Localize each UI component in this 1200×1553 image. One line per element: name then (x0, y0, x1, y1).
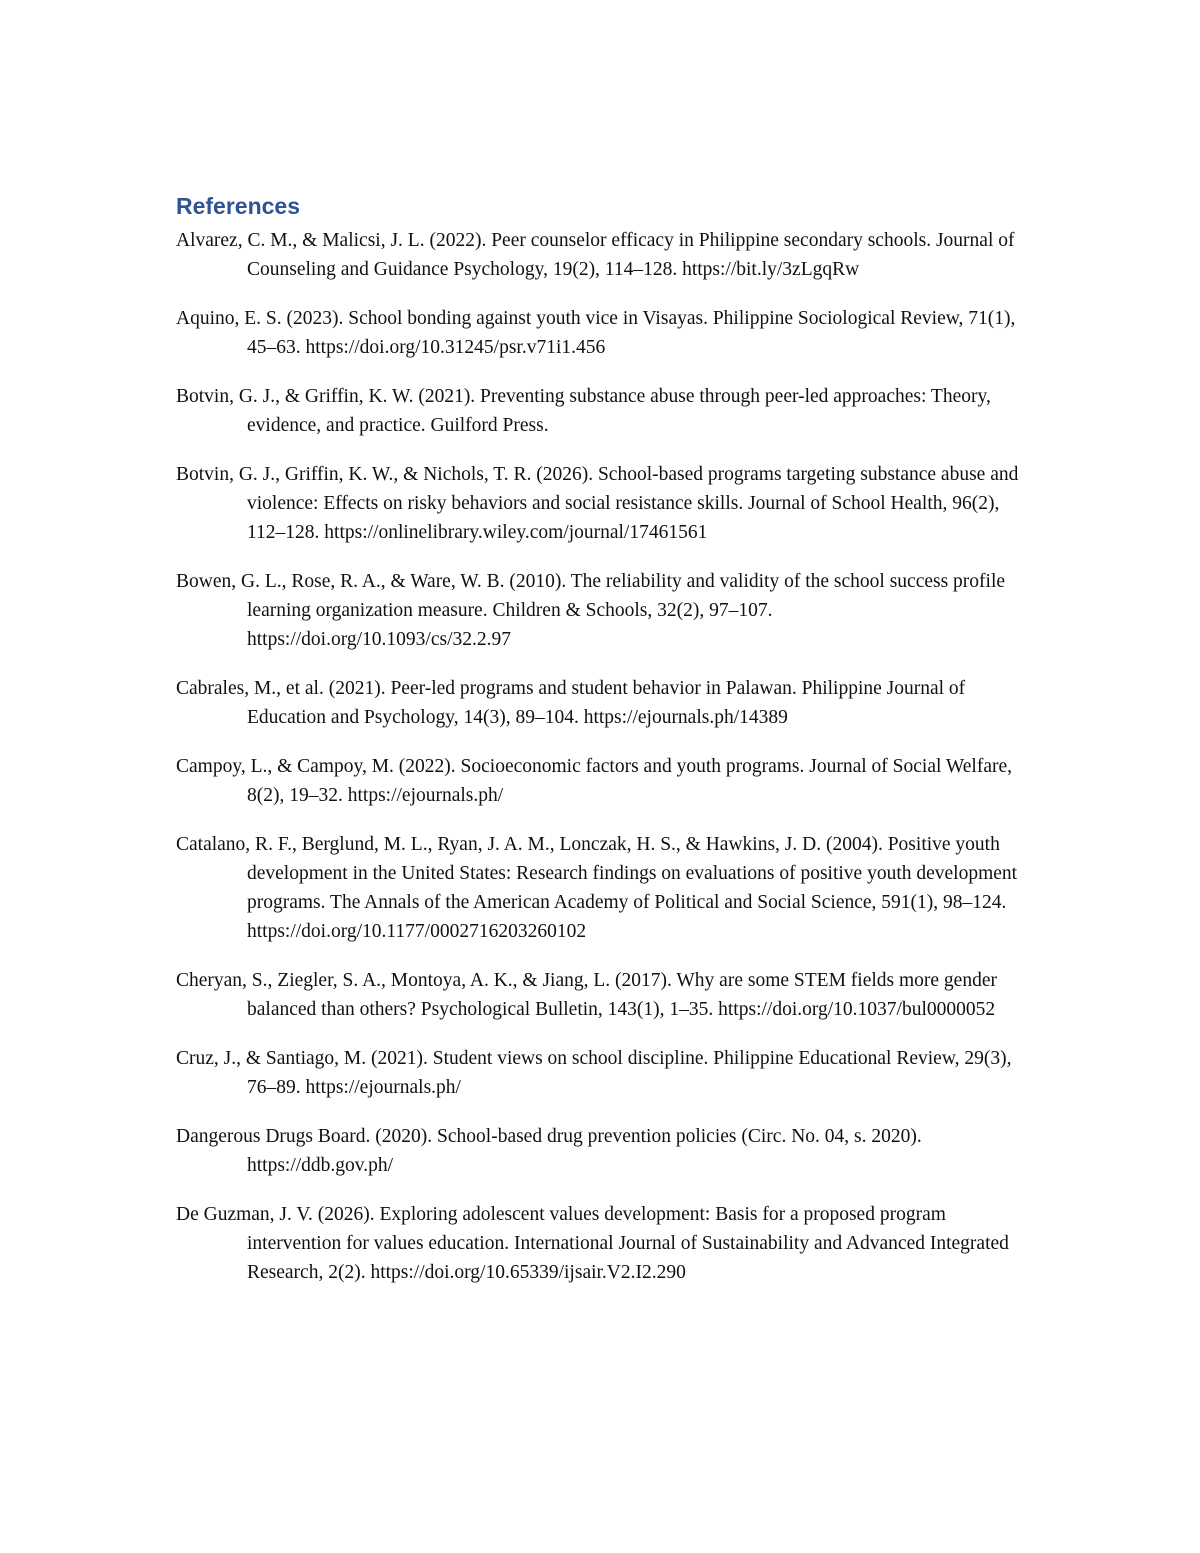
reference-entry: Bowen, G. L., Rose, R. A., & Ware, W. B. (2010). The reliability and validity of the school success profile learning organization measure. Children & Schools, 32(2), 97–107. https://doi.org/10.1093/cs/32.2.97 (176, 571, 1006, 650)
reference-entry: Botvin, G. J., Griffin, K. W., & Nichols, T. R. (2026). School-based programs targeting substance abuse and violence: Effects on risky behaviors and social resistance skills. Journal of School Health, 96(2), 112–128. https://onlinelibrary.wiley.com/journal/17461561 (176, 464, 1019, 543)
reference-entry: Catalano, R. F., Berglund, M. L., Ryan, J. A. M., Lonczak, H. S., & Hawkins, J. D. (2004). Positive youth development in the United States: Research findings on evaluations of positive youth development programs. The Annals of the American Academy of Political and Social Science, 591(1), 98–124. https://doi.org/10.1177/0002716203260102 (176, 834, 1018, 942)
reference-list (176, 226, 1036, 1307)
reference-entry: De Guzman, J. V. (2026). Exploring adolescent values development: Basis for a proposed program intervention for values education. International Journal of Sustainability and Advanced Integrated Research, 2(2). https://doi.org/10.65339/ijsair.V2.I2.290 (176, 1204, 1009, 1283)
references-heading: References (176, 193, 301, 219)
reference-entry: Cabrales, M., et al. (2021). Peer-led programs and student behavior in Palawan. Philippine Journal of Education and Psychology, 14(3), 89–104. https://ejournals.ph/14389 (176, 678, 966, 728)
reference-entry: Alvarez, C. M., & Malicsi, J. L. (2022). Peer counselor efficacy in Philippine secondary schools. Journal of Counseling and Guidance Psychology, 19(2), 114–128. https://bit.ly/3zLgqRw (176, 230, 1015, 280)
reference-entry: Botvin, G. J., & Griffin, K. W. (2021). Preventing substance abuse through peer-led approaches: Theory, evidence, and practice. Guilford Press. (176, 386, 991, 436)
reference-entry: Cheryan, S., Ziegler, S. A., Montoya, A. K., & Jiang, L. (2017). Why are some STEM fields more gender balanced than others? Psychological Bulletin, 143(1), 1–35. https://doi.org/10.1037/bul0000052 (176, 970, 997, 1020)
reference-entry: Campoy, L., & Campoy, M. (2022). Socioeconomic factors and youth programs. Journal of Social Welfare, 8(2), 19–32. https://ejournals.ph/ (176, 756, 1013, 806)
reference-entry: Dangerous Drugs Board. (2020). School-based drug prevention policies (Circ. No. 04, s. 2020). https://ddb.gov.ph/ (176, 1126, 922, 1176)
reference-entry: Cruz, J., & Santiago, M. (2021). Student views on school discipline. Philippine Educational Review, 29(3), 76–89. https://ejournals.ph/ (176, 1048, 1012, 1098)
reference-entry: Aquino, E. S. (2023). School bonding against youth vice in Visayas. Philippine Sociological Review, 71(1), 45–63. https://doi.org/10.31245/psr.v71i1.456 (176, 308, 1016, 358)
